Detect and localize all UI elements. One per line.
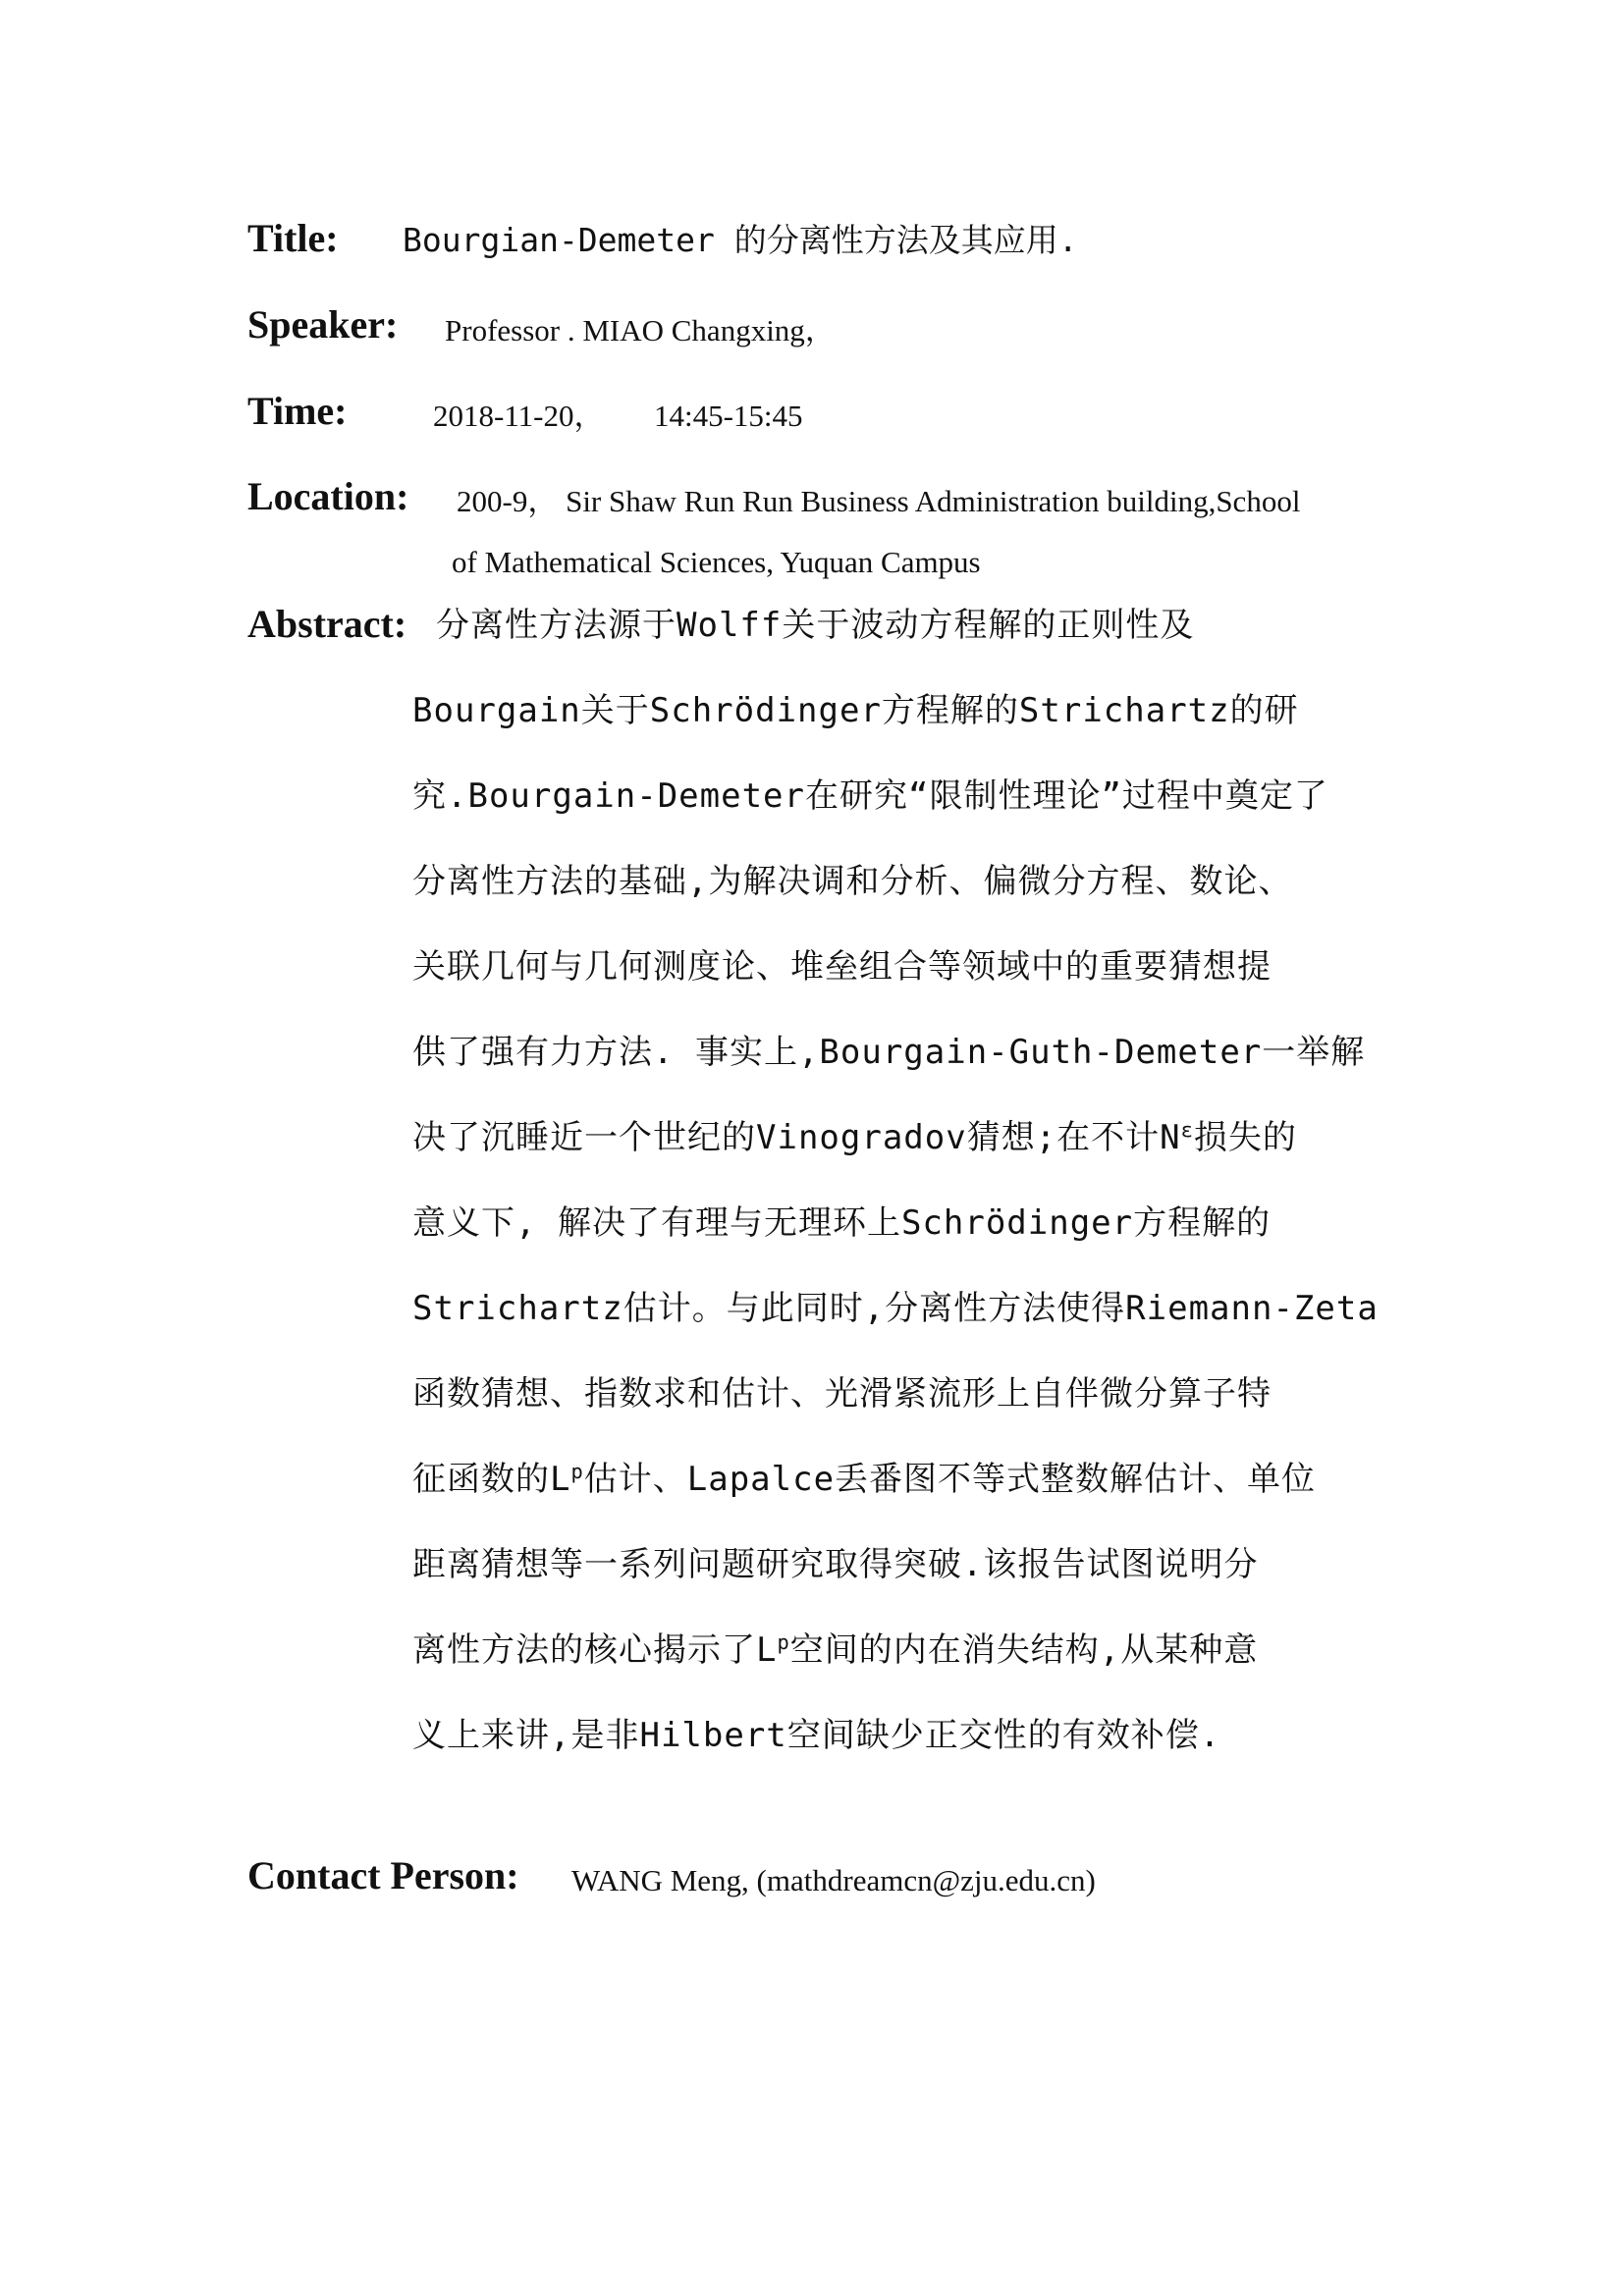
abstract-line-8: 意义下, 解决了有理与无理环上Schrödinger方程解的 bbox=[412, 1203, 1272, 1243]
abstract-line-1: 分离性方法源于Wolff关于波动方程解的正则性及 bbox=[436, 606, 1195, 645]
title-label: Title: bbox=[247, 216, 339, 260]
abstract-line-12: 距离猜想等一系列问题研究取得突破.该报告试图说明分 bbox=[412, 1545, 1259, 1584]
abstract-line-13: 离性方法的核心揭示了$L^p$空间的内在消失结构,从某种意 bbox=[412, 1629, 1259, 1670]
title-value: Bourgian-Demeter 的分离性方法及其应用. bbox=[403, 221, 1078, 259]
abstract-line-7: 决了沉睡近一个世纪的Vinogradov猜想;在不计$N^\varepsilon$损失的 bbox=[412, 1117, 1297, 1157]
speaker-label: Speaker: bbox=[247, 302, 399, 347]
p-superscript: p bbox=[777, 1629, 790, 1654]
location-line-2: of Mathematical Sciences, Yuquan Campus bbox=[452, 545, 981, 579]
abstract-line-14: 义上来讲,是非Hilbert空间缺少正交性的有效补偿. bbox=[412, 1716, 1221, 1755]
abstract-line-3: 究.Bourgain-Demeter在研究“限制性理论”过程中奠定了 bbox=[412, 776, 1328, 816]
time-label: Time: bbox=[247, 389, 348, 433]
abstract-line-6: 供了强有力方法. 事实上,Bourgain-Guth-Demeter一举解 bbox=[412, 1033, 1366, 1072]
location-line-1: 200-9， Sir Shaw Run Run Business Administration building,School bbox=[457, 484, 1301, 518]
abstract-line-11: 征函数的$L^p$估计、Lapalce丢番图不等式整数解估计、单位 bbox=[412, 1459, 1317, 1499]
abstract-line-10: 函数猜想、指数求和估计、光滑紧流形上自伴微分算子特 bbox=[412, 1374, 1272, 1414]
abstract-line-2: Bourgain关于Schrödinger方程解的Strichartz的研 bbox=[412, 691, 1299, 730]
time-date: 2018-11-20， bbox=[433, 399, 605, 433]
contact-value: WANG Meng, (mathdreamcn@zju.edu.cn) bbox=[571, 1863, 1096, 1897]
epsilon-superscript: ε bbox=[1180, 1117, 1194, 1142]
abstract-line-4: 分离性方法的基础,为解决调和分析、偏微分方程、数论、 bbox=[412, 862, 1293, 901]
speaker-value: Professor . MIAO Changxing， bbox=[445, 313, 836, 347]
abstract-line-9: Strichartz估计。与此同时,分离性方法使得Riemann-Zeta bbox=[412, 1289, 1379, 1328]
location-label: Location: bbox=[247, 474, 409, 518]
p-superscript: p bbox=[570, 1459, 584, 1483]
time-hours: 14:45-15:45 bbox=[654, 399, 803, 433]
contact-label: Contact Person: bbox=[247, 1853, 519, 1897]
abstract-label: Abstract: bbox=[247, 602, 407, 646]
abstract-line-5: 关联几何与几何测度论、堆垒组合等领域中的重要猜想提 bbox=[412, 947, 1272, 987]
